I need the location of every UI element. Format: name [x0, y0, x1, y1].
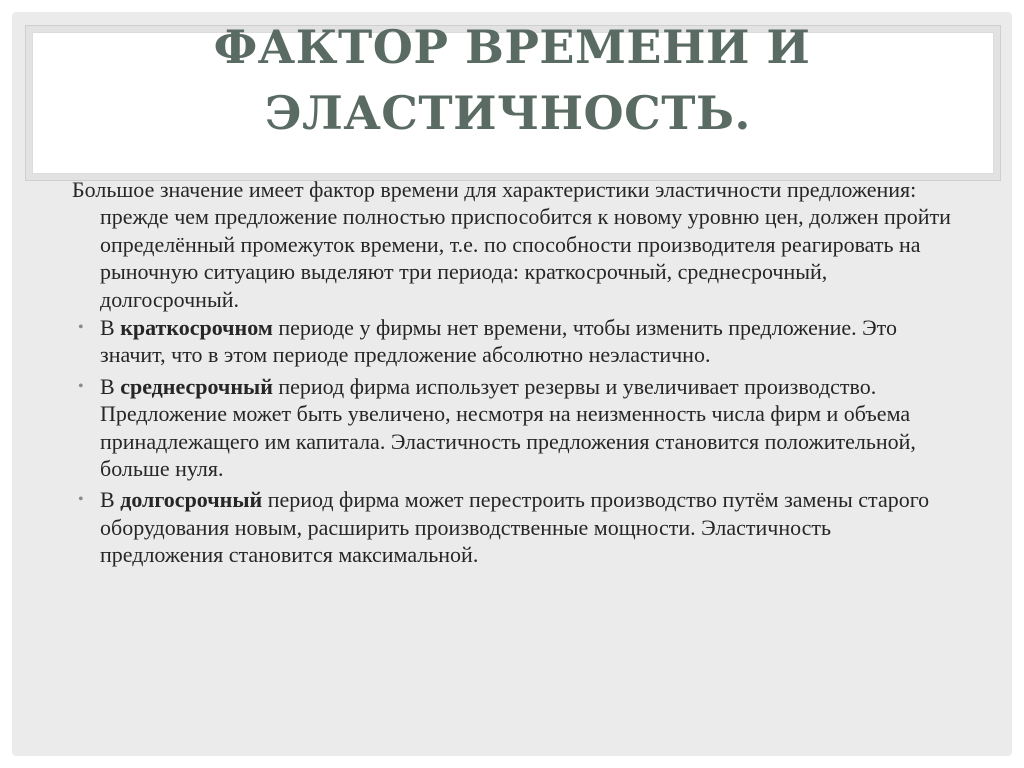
bullet-term: краткосрочном	[120, 315, 273, 341]
bullet-item-long-term	[76, 486, 956, 568]
bullet-item-short-term	[76, 314, 956, 369]
slide-title-line-1: ФАКТОР ВРЕМЕНИ И	[213, 20, 811, 74]
slide-body	[72, 176, 956, 573]
bullet-dot-icon: •	[78, 491, 84, 509]
bullet-text: период фирма может перестроить производство путём замены старого оборудования новым, расширить производственные мощности. Эластичность предложения становится максимальной.	[100, 487, 930, 568]
bullet-list	[76, 314, 956, 569]
intro-paragraph: Большое значение имеет фактор времени для характеристики эластичности предложения: прежде чем предложение полностью приспособится к новому уровню цен, должен пройти определённый промежуток времени, т.е. по способности производителя реагировать на рыночную ситуацию выделяют три периода: краткосрочный, среднесрочный, долгосрочный.	[72, 177, 951, 312]
bullet-text: периоде у фирмы нет времени, чтобы изменить предложение. Это значит, что в этом периоде предложение абсолютно неэластично.	[100, 315, 897, 368]
slide-title-line-2: ЭЛАСТИЧНОСТЬ.	[265, 86, 751, 140]
bullet-item-medium-term	[76, 373, 956, 483]
bullet-text: период фирма использует резервы и увеличивает производство. Предложение может быть увеличено, несмотря на неизменность числа фирм и объема принадлежащего им капитала. Эластичность предложения становится положительной, больше нуля.	[100, 373, 916, 482]
bullet-prefix: В	[100, 487, 121, 513]
bullet-prefix: В	[100, 373, 121, 399]
slide-title	[12, 14, 1012, 146]
bullet-prefix: В	[100, 315, 121, 341]
slide	[12, 12, 1012, 756]
bullet-term: среднесрочный	[120, 373, 273, 399]
bullet-dot-icon: •	[78, 377, 84, 395]
bullet-term: долгосрочный	[120, 487, 263, 513]
bullet-dot-icon: •	[78, 319, 84, 337]
